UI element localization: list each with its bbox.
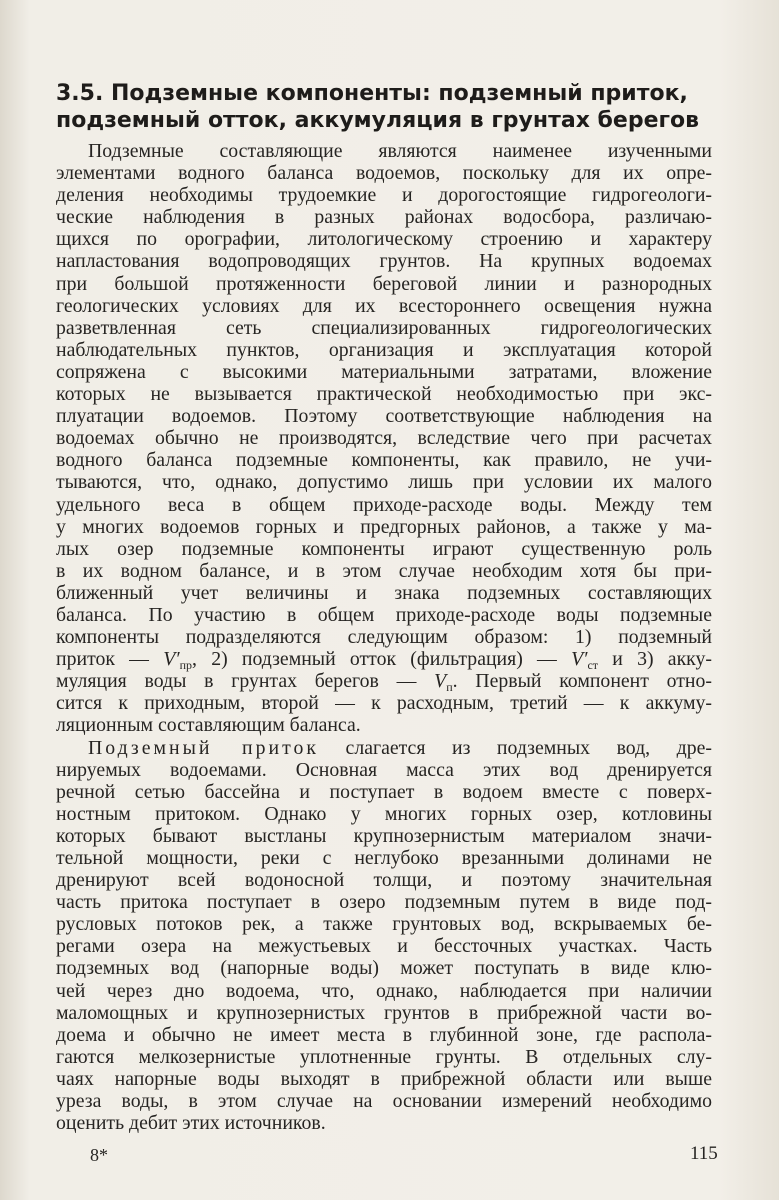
text-line: ближенный учет величины и знака подземных составляющих [56, 581, 712, 604]
text-line: оценить дебит этих источников. [56, 1112, 326, 1135]
heading-line-1: 3.5. Подземные компоненты: подземный приток, [56, 81, 688, 106]
text-line: Подземные составляющие являются наименее изученными [88, 140, 712, 162]
text-line: водного баланса подземные компоненты, как правило, не учи- [56, 449, 712, 472]
text-line: уреза воды, в этом случае на основании измерений необходимо [56, 1090, 712, 1113]
page-number: 115 [690, 1143, 718, 1164]
text-line: часть притока поступает в озеро подземным путем в виде под- [56, 891, 712, 914]
text-line: компоненты подразделяются следующим образом: 1) подземный [56, 626, 712, 649]
text-line: плуатации водоемов. Поэтому соответствующие наблюдения на [56, 405, 712, 428]
text-line: геологических условиях для их всестороннего освещения нужна [56, 294, 712, 317]
text-line: сопряжена с высокими материальными затратами, вложение [56, 360, 712, 383]
text-line: удельного веса в общем приходе-расходе воды. Между тем [56, 493, 712, 516]
text-line: подземных вод (напорные воды) может поступать в виде клю- [56, 957, 712, 980]
text-line: регами озера на межустьевых и бессточных участках. Часть [56, 935, 712, 958]
text-line: дренируют всей водоносной толщи, и поэтому значительная [56, 869, 712, 892]
text-line: гаются мелкозернистые уплотненные грунты. В отдельных слу- [56, 1045, 712, 1068]
text-line: приток — $V'_{пр}$, 2) подземный отток (фильтрация) — $V'_{ст}$ и 3) акку- [56, 648, 712, 673]
text-line: чаях напорные воды выходят в прибрежной области или выше [56, 1067, 712, 1090]
text-line: муляция воды в грунтах берегов — $V_п$. Первый компонент отно- [56, 670, 712, 695]
section-heading [56, 80, 716, 134]
text-line: деления необходимы трудоемкие и дорогостоящие гидрогеологи- [56, 184, 712, 207]
body-text [56, 140, 712, 1134]
spaced-term: Подземный приток [88, 736, 319, 759]
symbol-v-accumulation: V [434, 670, 447, 693]
text-line: сится к приходным, второй — к расходным, третий — к аккуму- [56, 692, 712, 715]
paragraph-2 [56, 759, 712, 1135]
text-line: ностным притоком. Однако у многих горных озер, котловины [56, 802, 712, 825]
text-line: нируемых водоемами. Основная масса этих вод дренируется [56, 758, 712, 781]
text-line: русловых потоков рек, а также грунтовых вод, вскрываемых бе- [56, 913, 712, 936]
text-line: тываются, что, однако, допустимо лишь при условии их малого [56, 471, 712, 494]
paragraph-1-tail [56, 692, 712, 736]
text-line: напластования водопроводящих грунтов. На крупных водоемах [56, 250, 712, 273]
text-line: Подземный приток слагается из подземных вод, дре- [88, 736, 712, 759]
text-line: чей через дно водоема, что, однако, наблюдается при наличии [56, 979, 712, 1002]
text-line: щихся по орографии, литологическому строению и характеру [56, 228, 712, 251]
text-line: разветвленная сеть специализированных гидрогеологических [56, 316, 712, 339]
text-line: ческие наблюдения в разных районах водосбора, различаю- [56, 206, 712, 229]
text-line: у многих водоемов горных и предгорных районов, а также у ма- [56, 515, 712, 538]
text-line: при большой протяженности береговой линии и разнородных [56, 272, 712, 295]
signature-mark: 8* [90, 1145, 108, 1165]
text-line: которых не вызывается практической необходимостью при экс- [56, 383, 712, 406]
text-line: в их водном балансе, и в этом случае необходим хотя бы при- [56, 559, 712, 582]
text-line: маломощных и крупнозернистых грунтов в прибрежной части во- [56, 1001, 712, 1024]
heading-line-2: подземный отток, аккумуляция в грунтах берегов [56, 108, 700, 133]
text-line: доема и обычно не имеет места в глубинной зоне, где распола- [56, 1023, 712, 1046]
text-line: речной сетью бассейна и поступает в водоем вместе с поверх- [56, 780, 712, 803]
text-line: ляционным составляющим баланса. [56, 714, 361, 737]
text-line: лых озер подземные компоненты играют существенную роль [56, 537, 712, 560]
text-line: тельной мощности, реки с неглубоко врезанными долинами не [56, 847, 712, 869]
text-line: которых бывают выстланы крупнозернистым материалом значи- [56, 824, 712, 847]
text-line: водоемах обычно не производятся, вследствие чего при расчетах [56, 427, 712, 450]
text-line: наблюдательных пунктов, организация и эксплуатация которой [56, 338, 712, 361]
text-line: баланса. По участию в общем приходе-расходе воды подземные [56, 603, 712, 626]
symbol-v-inflow: V′ [163, 648, 180, 671]
text-line: элементами водного баланса водоемов, поскольку для их опре- [56, 162, 712, 185]
symbol-v-outflow: V′ [571, 648, 588, 671]
paragraph-1 [56, 140, 712, 648]
